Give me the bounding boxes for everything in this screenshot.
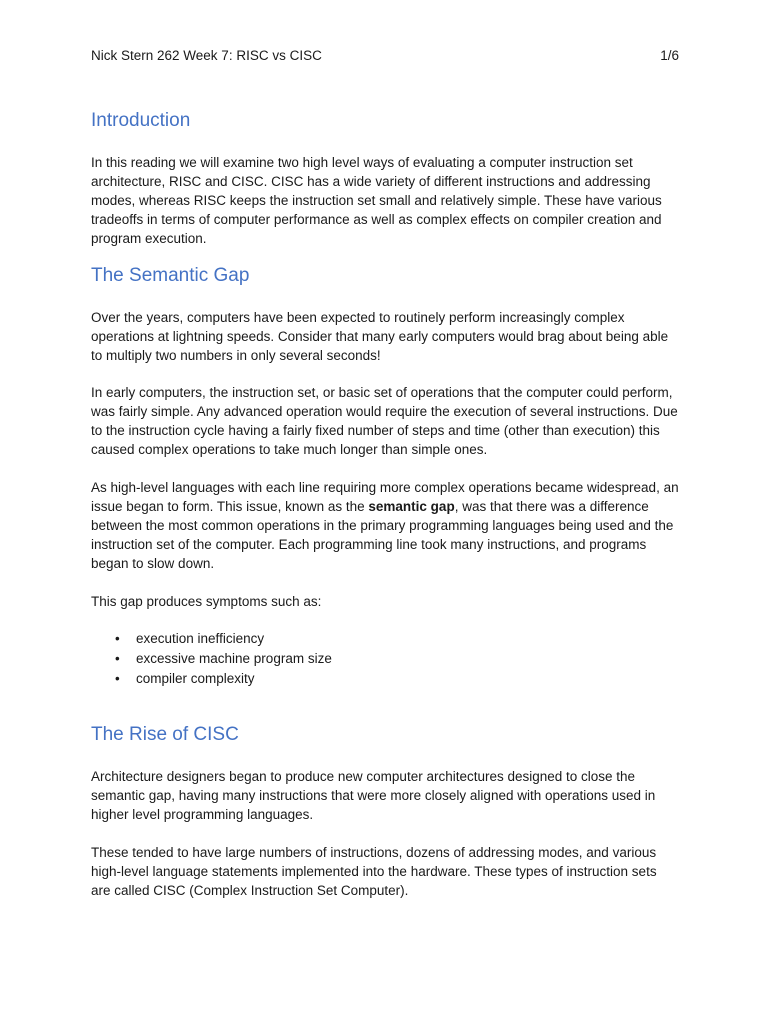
page-number: 1/6	[660, 48, 679, 63]
semantic-gap-paragraph-3	[91, 478, 679, 573]
list-item-text: execution inefficiency	[136, 631, 265, 646]
semantic-gap-term: semantic gap	[368, 499, 455, 514]
list-item	[91, 629, 332, 649]
intro-paragraph: In this reading we will examine two high level ways of evaluating a computer instruction set architecture, RISC and CISC. CISC has a wide variety of different instructions and addressing modes, whereas RISC keeps the instruction set small and relatively simple. These have various tradeoffs in terms of computer performance as well as complex effects on compiler creation and program execution.	[91, 155, 662, 246]
symptoms-intro: This gap produces symptoms such as:	[91, 594, 322, 609]
paragraph-text: As high-level languages with each line requiring more complex operations became widespread, an issue began to form. This issue, known as the	[91, 480, 679, 514]
header-title: Nick Stern 262 Week 7: RISC vs CISC	[91, 48, 322, 63]
semantic-gap-paragraph-2: In early computers, the instruction set, or basic set of operations that the computer could perform, was fairly simple. Any advanced operation would require the execution of several instructions. Due to the instruction cycle having a fairly fixed number of steps and time (other than execution) this caused complex operations to take much longer than simple ones.	[91, 385, 678, 457]
semantic-gap-paragraph-1: Over the years, computers have been expected to routinely perform increasingly complex operations at lightning speeds. Consider that many early computers would brag about being able to multiply two numbers in only several seconds!	[91, 310, 669, 363]
bullet-icon: •	[115, 631, 120, 646]
symptom-list	[91, 629, 332, 689]
list-item	[91, 669, 332, 689]
list-item-text: compiler complexity	[136, 671, 255, 686]
heading-introduction: Introduction	[91, 110, 191, 131]
rise-cisc-paragraph-1: Architecture designers began to produce new computer architectures designed to close the semantic gap, having many instructions that were more closely aligned with operations used in higher level programming languages.	[91, 769, 656, 822]
rise-cisc-paragraph-2: These tended to have large numbers of instructions, dozens of addressing modes, and various high-level language statements implemented into the hardware. These types of instruction sets are called CISC (Complex Instruction Set Computer).	[91, 845, 657, 898]
paragraph-text: , was that there was a difference between the most common operations in the primary programming languages being used and the instruction set of the computer. Each programming line took many instructions, and programs began to slow down.	[91, 499, 674, 571]
bullet-icon: •	[115, 671, 120, 686]
heading-semantic-gap: The Semantic Gap	[91, 265, 250, 286]
list-item-text: excessive machine program size	[136, 651, 332, 666]
heading-rise-of-cisc: The Rise of CISC	[91, 724, 239, 745]
bullet-icon: •	[115, 651, 120, 666]
list-item	[91, 649, 332, 669]
